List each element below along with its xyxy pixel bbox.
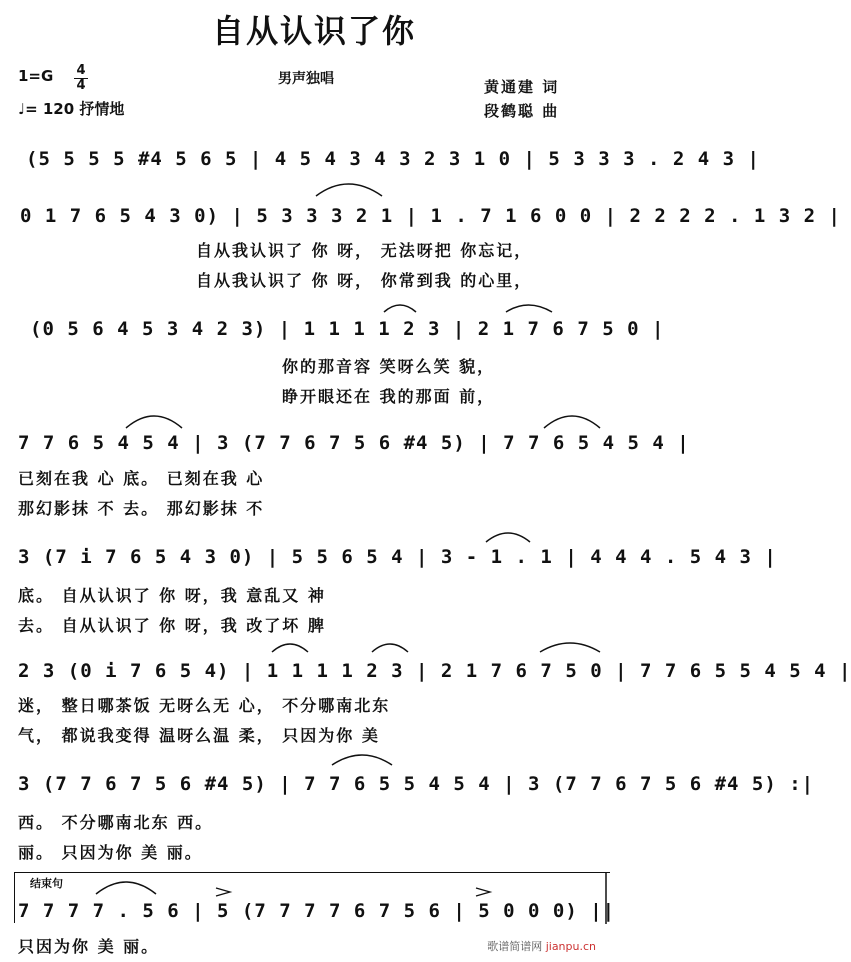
time-signature-top: 4: [74, 64, 88, 79]
slur-mark: [540, 643, 600, 652]
staff-line-4: 7 7 6 5 4 5 4 | 3 (7 7 6 7 5 6 #4 5) | 7 7 6 5 4 5 4 |: [18, 432, 690, 454]
key-signature: 1=G: [18, 67, 54, 85]
lyric-line: 自从我认识了 你 呀， 无法呀把 你忘记，: [196, 241, 533, 260]
slur-mark: [316, 184, 382, 196]
staff-line-2: 0 1 7 6 5 4 3 0) | 5 3 3 3 2 1 | 1 . 7 1 6 0 0 | 2 2 2 2 . 1 3 2 |: [20, 205, 841, 227]
slur-mark: [544, 416, 600, 428]
song-title: 自从认识了你: [211, 12, 416, 50]
ending-label: 结束句: [30, 877, 63, 890]
composer-credit: 段鹤聪 曲: [484, 102, 560, 120]
lyric-line: 那幻影抹 不 去。 那幻影抹 不: [18, 499, 265, 518]
lyric-line: 丽。 只因为你 美 丽。: [18, 843, 203, 862]
staff-line-7: 3 (7 7 6 7 5 6 #4 5) | 7 7 6 5 5 4 5 4 | 3 (7 7 6 7 5 6 #4 5) :|: [18, 773, 815, 795]
staff-line-1: (5 5 5 5 #4 5 6 5 | 4 5 4 3 4 3 2 3 1 0 | 5 3 3 3 . 2 4 3 |: [26, 148, 760, 170]
slur-mark: [126, 416, 182, 428]
slur-mark: [272, 644, 308, 652]
lyric-line: 去。 自从认识了 你 呀，我 改了坏 脾: [18, 616, 326, 635]
slur-mark: [384, 305, 416, 312]
slur-mark: [372, 644, 408, 652]
lyric-line: 底。 自从认识了 你 呀，我 意乱又 神: [18, 586, 326, 605]
lyricist-credit: 黄通建 词: [484, 78, 560, 96]
lyric-line: 气， 都说我变得 温呀么温 柔， 只因为你 美: [18, 726, 380, 745]
lyric-line: 自从我认识了 你 呀， 你常到我 的心里，: [196, 271, 533, 290]
lyric-line: 迷， 整日哪茶饭 无呀么无 心， 不分哪南北东: [18, 696, 391, 715]
time-signature-bottom: 4: [76, 78, 86, 93]
tempo-marking: ♩= 120 抒情地: [18, 100, 125, 118]
staff-line-ending: 7 7 7 7 . 5 6 | 5 (7 7 7 7 6 7 5 6 | 5 0 0 0) ||: [18, 900, 616, 922]
accent-mark: [476, 888, 490, 896]
watermark-url: jianpu.cn: [545, 940, 596, 953]
lyric-line: 西。 不分哪南北东 西。: [18, 813, 214, 832]
slur-mark: [96, 882, 156, 894]
staff-line-5: 3 (7 i 7 6 5 4 3 0) | 5 5 6 5 4 | 3 - 1 . 1 | 4 4 4 . 5 4 3 |: [18, 546, 777, 568]
slur-mark: [332, 755, 392, 765]
lyric-line: 你的那音容 笑呀么笑 貌，: [282, 357, 496, 376]
lyric-line: 睁开眼还在 我的那面 前，: [282, 387, 496, 406]
lyric-line: 只因为你 美 丽。: [18, 937, 160, 956]
lyric-line: 已刻在我 心 底。 已刻在我 心: [18, 469, 265, 488]
slur-mark: [486, 533, 530, 542]
watermark: [487, 938, 596, 954]
staff-line-3: (0 5 6 4 5 3 4 2 3) | 1 1 1 1 2 3 | 2 1 7 6 7 5 0 |: [30, 318, 665, 340]
accent-mark: [216, 888, 230, 896]
watermark-text: 歌谱简谱网: [487, 940, 543, 953]
song-subtitle: 男声独唱: [278, 71, 334, 87]
slur-mark: [506, 305, 552, 312]
staff-line-6: 2 3 (0 i 7 6 5 4) | 1 1 1 1 2 3 | 2 1 7 6 7 5 0 | 7 7 6 5 5 4 5 4 |: [18, 660, 851, 682]
